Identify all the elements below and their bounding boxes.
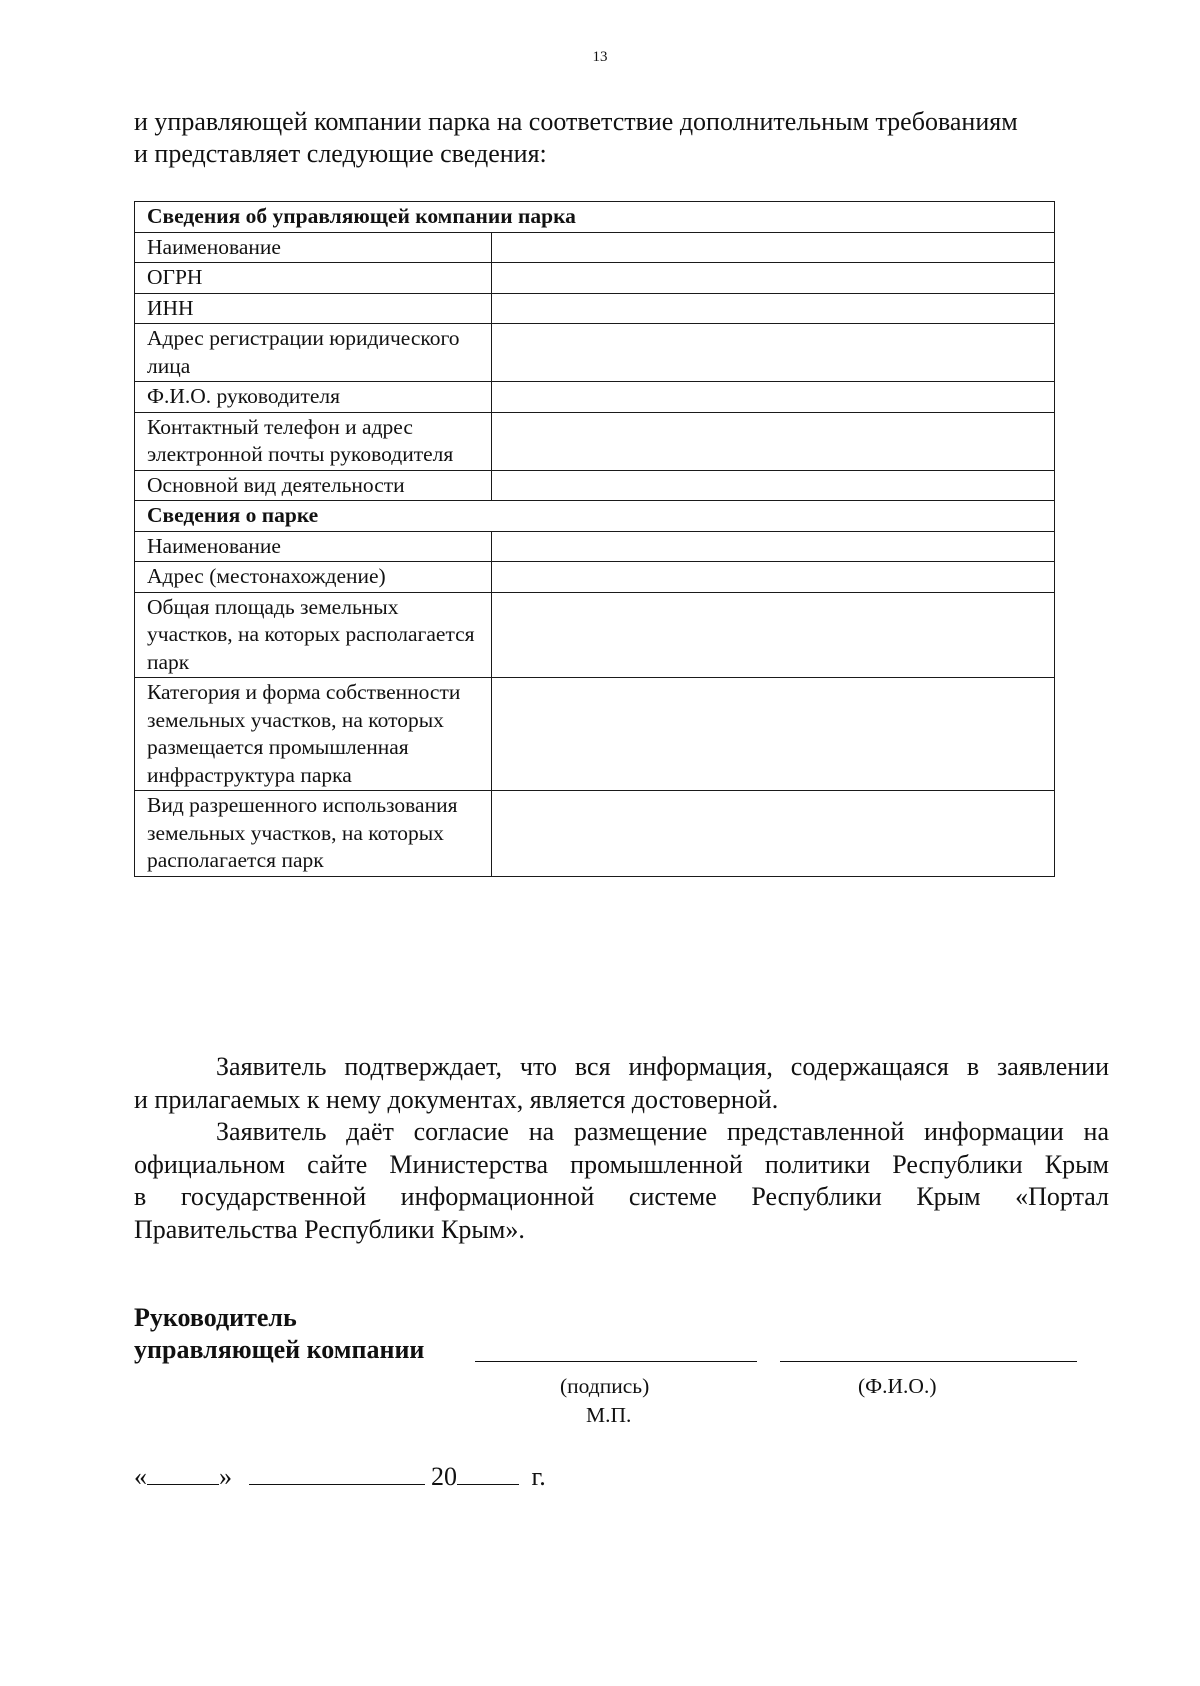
page-number: 13 [592,49,608,65]
section-header-company [135,202,1055,233]
row-value-field[interactable] [492,531,1055,562]
stamp-caption: М.П. [586,1403,632,1427]
day-blank[interactable] [147,1462,219,1485]
consent-line-3: в государственной информационной системе Республики Крым «Портал [134,1182,1109,1211]
table-row [135,412,1055,470]
row-label: Основной вид деятельности [135,470,492,501]
date-close-quote: » [219,1462,232,1491]
table-row [135,531,1055,562]
table-row [135,791,1055,877]
confirmation-line-1: Заявитель подтверждает, что вся информация, содержащаяся в заявлении [216,1052,1109,1081]
consent-line-2: официальном сайте Министерства промышленной политики Республики Крым [134,1149,1109,1179]
section-header-park [135,501,1055,532]
section-title-company: Сведения об управляющей компании парка [135,202,1055,233]
row-value-field[interactable] [492,678,1055,791]
row-label: Наименование [135,232,492,263]
row-label: Общая площадь земельных участков, на которых располагается парк [135,592,492,678]
confirmation-paragraph [134,1051,1109,1116]
table-row [135,470,1055,501]
consent-paragraph [134,1116,1109,1246]
signatory-title-line-2: управляющей компании [134,1335,425,1364]
table-row [135,592,1055,678]
signature-line[interactable] [475,1361,757,1362]
row-label: Категория и форма собственности земельных участков, на которых размещается промышленная инфраструктура парка [135,678,492,791]
intro-line-2: и представляет следующие сведения: [134,139,547,168]
table-row [135,263,1055,294]
row-label: ИНН [135,293,492,324]
year-blank[interactable] [457,1462,519,1485]
date-line [134,1461,546,1493]
signature-caption: (подпись) [560,1374,650,1398]
park-info-table [134,201,1055,877]
row-value-field[interactable] [492,293,1055,324]
row-value-field[interactable] [492,263,1055,294]
row-value-field[interactable] [492,324,1055,382]
row-value-field[interactable] [492,470,1055,501]
table-row [135,678,1055,791]
name-caption: (Ф.И.О.) [858,1374,937,1398]
row-label: Наименование [135,531,492,562]
name-line[interactable] [780,1361,1077,1362]
table-row [135,562,1055,593]
row-label: Контактный телефон и адрес электронной почты руководителя [135,412,492,470]
signatory-title-line-1: Руководитель [134,1303,297,1332]
month-blank[interactable] [249,1462,425,1485]
consent-line-4: Правительства Республики Крым». [134,1214,525,1244]
row-label: ОГРН [135,263,492,294]
signatory-title [134,1302,424,1366]
row-label: Ф.И.О. руководителя [135,382,492,413]
table-row [135,232,1055,263]
table-row [135,293,1055,324]
row-value-field[interactable] [492,562,1055,593]
century-prefix: 20 [431,1462,457,1491]
row-label: Адрес регистрации юридического лица [135,324,492,382]
row-value-field[interactable] [492,412,1055,470]
table-row [135,382,1055,413]
row-value-field[interactable] [492,232,1055,263]
row-value-field[interactable] [492,382,1055,413]
intro-line-1: и управляющей компании парка на соответствие дополнительным требованиям [134,107,1018,136]
confirmation-line-2: и прилагаемых к нему документах, является достоверной. [134,1084,779,1114]
year-suffix: г. [531,1462,546,1491]
table-row [135,324,1055,382]
intro-paragraph [134,106,1109,170]
date-open-quote: « [134,1462,147,1491]
consent-line-1: Заявитель даёт согласие на размещение представленной информации на [216,1117,1109,1146]
row-label: Вид разрешенного использования земельных участков, на которых располагается парк [135,791,492,877]
section-title-park: Сведения о парке [135,501,1055,532]
row-label: Адрес (местонахождение) [135,562,492,593]
row-value-field[interactable] [492,592,1055,678]
row-value-field[interactable] [492,791,1055,877]
